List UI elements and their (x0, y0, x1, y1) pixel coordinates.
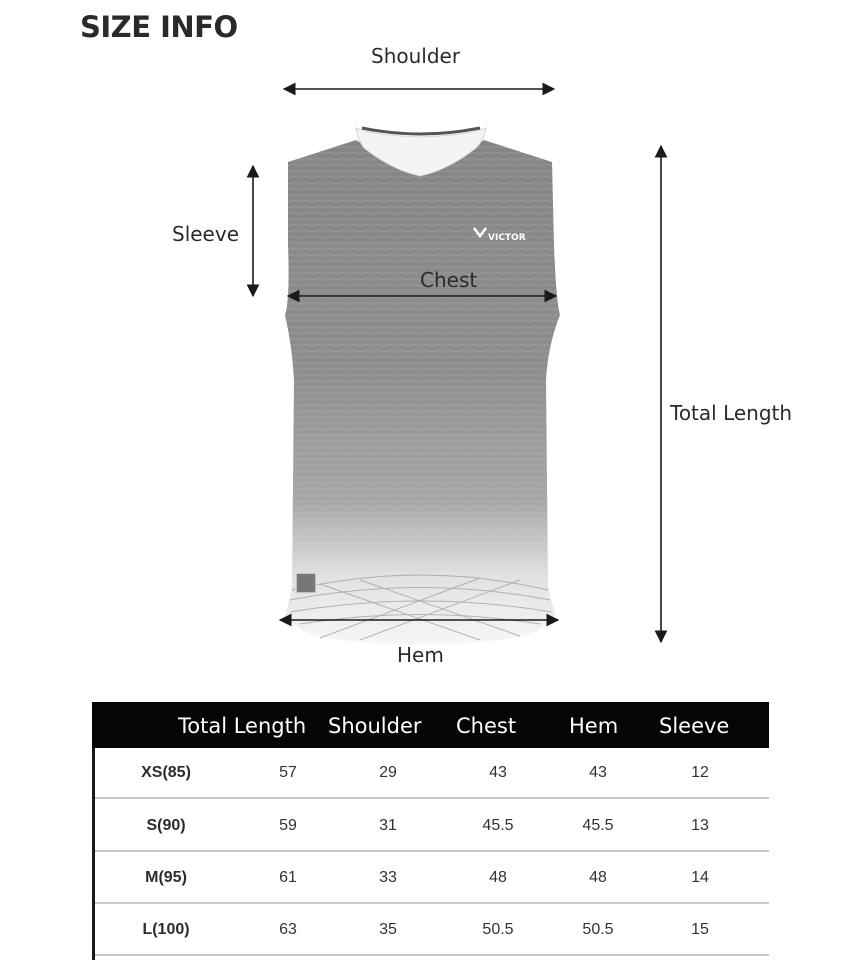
size-table (92, 702, 769, 960)
header-shoulder: Shoulder (328, 714, 422, 738)
chest-label: Chest (420, 268, 478, 292)
total-length-cell: 63 (279, 921, 297, 938)
size-cell: M(95) (145, 869, 187, 886)
table-row (95, 905, 769, 955)
sleeve-label: Sleeve (172, 222, 240, 246)
table-row (95, 801, 769, 851)
row-divider (95, 902, 769, 904)
size-cell: S(90) (146, 817, 186, 834)
hem-cell: 48 (589, 869, 607, 886)
total-length-cell: 59 (279, 817, 297, 834)
page-title: SIZE INFO (80, 10, 238, 44)
shoulder-cell: 35 (379, 921, 397, 938)
hem-cell: 50.5 (582, 921, 614, 938)
header-total-length: Total Length (178, 714, 307, 738)
chest-cell: 45.5 (482, 817, 514, 834)
hem-tag (296, 573, 316, 593)
header-sleeve: Sleeve (659, 714, 730, 738)
table-row (95, 853, 769, 903)
hem-cell: 45.5 (582, 817, 614, 834)
chest-cell: 48 (489, 869, 507, 886)
svg-text:VICTOR: VICTOR (488, 233, 526, 243)
table-row (95, 748, 769, 798)
header-hem: Hem (569, 714, 619, 738)
size-cell: L(100) (142, 921, 190, 938)
sleeve-cell: 13 (691, 817, 709, 834)
header-chest: Chest (456, 714, 517, 738)
total-length-cell: 61 (279, 869, 297, 886)
sleeve-cell: 15 (691, 921, 709, 938)
shoulder-cell: 31 (379, 817, 397, 834)
shoulder-cell: 29 (379, 764, 397, 781)
row-divider (95, 954, 769, 956)
total-length-cell: 57 (279, 764, 297, 781)
hem-cell: 43 (589, 764, 607, 781)
shoulder-cell: 33 (379, 869, 397, 886)
row-divider (95, 850, 769, 852)
hem-label: Hem (397, 643, 444, 667)
row-divider (95, 797, 769, 799)
sleeve-cell: 12 (691, 764, 709, 781)
total-length-label: Total Length (670, 401, 793, 425)
sleeve-cell: 14 (691, 869, 709, 886)
table-header (92, 702, 769, 748)
shoulder-label: Shoulder (371, 44, 461, 68)
chest-cell: 50.5 (482, 921, 514, 938)
size-cell: XS(85) (141, 764, 191, 781)
chest-cell: 43 (489, 764, 507, 781)
